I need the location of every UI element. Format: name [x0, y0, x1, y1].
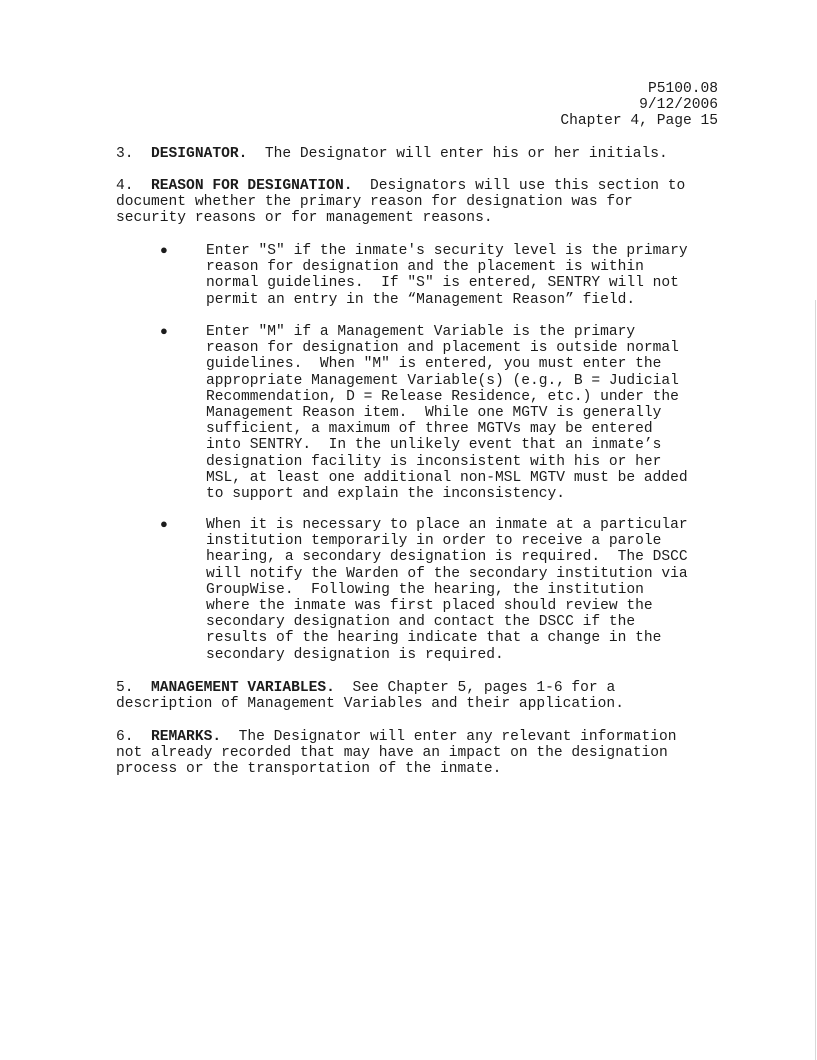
bullet-line: Enter "M" if a Management Variable is the primary: [206, 324, 636, 340]
section-line: description of Management Variables and their application.: [116, 696, 624, 713]
bullet-item-secondary: [206, 517, 688, 663]
section-line: The Designator will enter his or her initials.: [247, 146, 668, 162]
section-line: The Designator will enter any relevant information: [221, 729, 677, 745]
bullet-line: institution temporarily in order to receive a parole: [206, 533, 662, 550]
section-4: [116, 178, 716, 227]
section-3: [116, 146, 716, 162]
bullet-line: into SENTRY. In the unlikely event that an inmate’s: [206, 437, 662, 454]
section-line: process or the transportation of the inmate.: [116, 761, 502, 778]
scan-edge-line: [815, 300, 816, 1060]
section-title: MANAGEMENT VARIABLES.: [151, 680, 335, 696]
doc-number: P5100.08: [647, 81, 718, 97]
page-header: [560, 81, 718, 130]
bullet-item-management: [206, 324, 688, 502]
section-title: REMARKS.: [151, 729, 222, 745]
bullet-line: Management Reason item. While one MGTV is generally: [206, 405, 662, 422]
bullet-item-security: [206, 243, 688, 308]
section-title: REASON FOR DESIGNATION.: [151, 178, 353, 194]
section-number: 3.: [116, 146, 134, 162]
section-6: [116, 729, 716, 778]
section-line: Designators will use this section to: [352, 178, 686, 194]
section-number: 6.: [116, 729, 134, 745]
bullet-line: results of the hearing indicate that a change in the: [206, 630, 662, 647]
bullet-line: designation facility is inconsistent with his or her: [206, 453, 662, 470]
bullet-line: secondary designation is required.: [206, 646, 504, 663]
bullet-line: MSL, at least one additional non-MSL MGTV must be added: [206, 469, 688, 486]
doc-date: 9/12/2006: [639, 97, 718, 114]
bullet-line: appropriate Management Variable(s) (e.g., B = Judicial: [206, 372, 679, 389]
bullet-icon: ●: [160, 517, 168, 532]
bullet-line: secondary designation and contact the DSCC if the: [206, 614, 636, 631]
bullet-line: Recommendation, D = Release Residence, etc.) under the: [206, 388, 679, 405]
bullet-line: normal guidelines. If "S" is entered, SENTRY will not: [206, 275, 679, 292]
section-line: document whether the primary reason for designation was for: [116, 194, 633, 211]
bullet-line: hearing, a secondary designation is required. The DSCC: [206, 549, 688, 566]
bullet-line: reason for designation and the placement is within: [206, 259, 644, 276]
section-title: DESIGNATOR.: [151, 146, 248, 162]
bullet-line: reason for designation and placement is outside normal: [206, 340, 679, 357]
bullet-line: sufficient, a maximum of three MGTVs may be entered: [206, 421, 653, 438]
bullet-line: Enter "S" if the inmate's security level is the primary: [206, 243, 688, 259]
section-line: See Chapter 5, pages 1-6 for a: [334, 680, 616, 696]
bullet-icon: ●: [160, 243, 168, 258]
bullet-line: When it is necessary to place an inmate at a particular: [206, 517, 688, 533]
chapter-page: Chapter 4, Page 15: [560, 113, 718, 130]
section-line: not already recorded that may have an impact on the designation: [116, 745, 668, 762]
section-5: [116, 680, 716, 712]
bullet-line: GroupWise. Following the hearing, the institution: [206, 581, 644, 598]
section-number: 5.: [116, 680, 134, 696]
bullet-line: to support and explain the inconsistency.: [206, 486, 566, 503]
bullet-line: will notify the Warden of the secondary institution via: [206, 565, 688, 582]
bullet-line: permit an entry in the “Management Reason” field.: [206, 291, 636, 308]
bullet-line: guidelines. When "M" is entered, you must enter the: [206, 356, 662, 373]
section-line: security reasons or for management reasons.: [116, 210, 493, 227]
section-number: 4.: [116, 178, 134, 194]
bullet-icon: ●: [160, 324, 168, 339]
bullet-line: where the inmate was first placed should review the: [206, 598, 653, 615]
